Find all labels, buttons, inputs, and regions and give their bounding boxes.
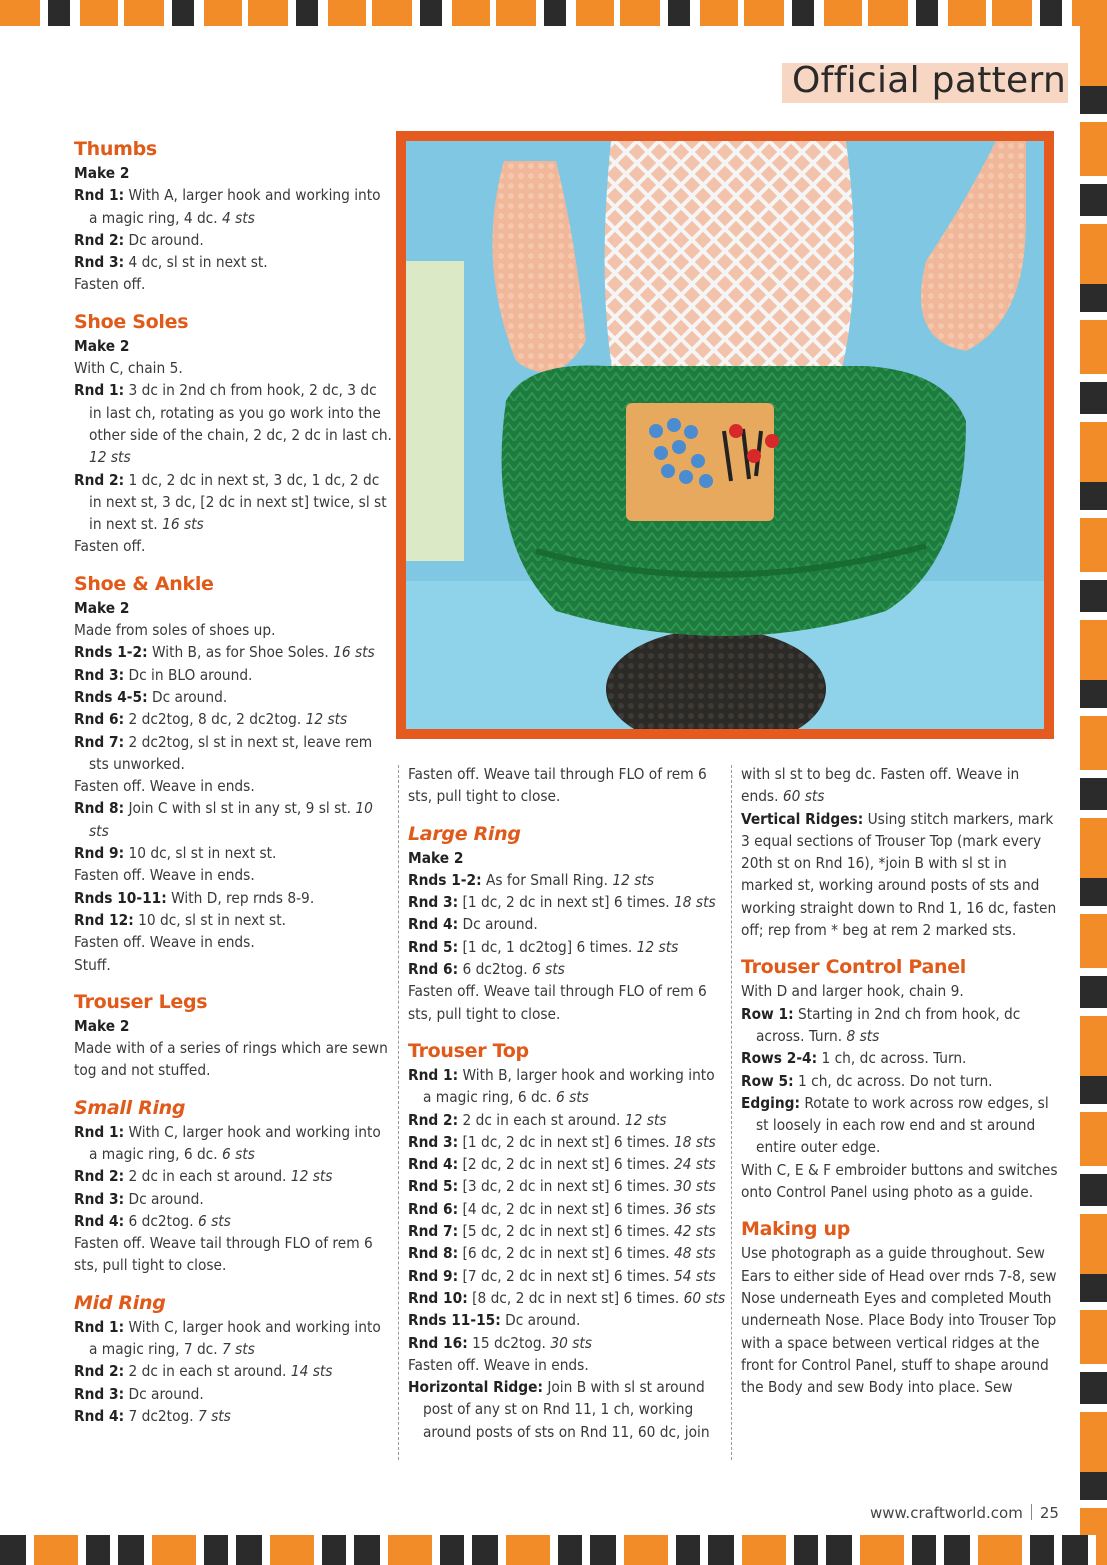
instruction-list: [741, 980, 1061, 1203]
instruction-body: [4 dc, 2 dc in next st] 6 times.: [458, 1199, 675, 1218]
stitch-count: 18 sts: [674, 1132, 716, 1151]
instruction-line: [74, 641, 392, 663]
instruction-body: Fasten off. Weave tail through FLO of rem 6 sts, pull tight to close.: [408, 982, 707, 1023]
instruction-body: With D, rep rnds 8-9.: [166, 888, 315, 907]
instruction-body: Dc around.: [124, 1384, 204, 1403]
instruction-line: [74, 931, 392, 953]
instruction-body: 4 dc, sl st in next st.: [124, 253, 268, 272]
stitch-count: 12 sts: [624, 1110, 667, 1129]
instruction-body: Dc around.: [147, 687, 228, 706]
stitch-count: 7 sts: [197, 1406, 231, 1425]
stitch-count: 6 sts: [197, 1211, 231, 1230]
instruction-line: [408, 1153, 726, 1175]
section-heading: Shoe & Ankle: [74, 572, 214, 595]
instruction-line: [74, 1360, 392, 1382]
instruction-line: [408, 1287, 726, 1309]
instruction-key: Rnd 1:: [74, 1122, 125, 1141]
decorative-border-right: [1080, 26, 1107, 1535]
instruction-line: [74, 664, 392, 686]
stitch-count: 60 sts: [782, 787, 825, 806]
instruction-line: [74, 1165, 392, 1187]
instruction-body: 1 dc, 2 dc in next st, 3 dc, 1 dc, 2 dc in next st, 3 dc, [2 dc in next st] twice, sl st in next st.: [89, 470, 387, 534]
instruction-body: [3 dc, 2 dc in next st] 6 times.: [458, 1177, 675, 1196]
instruction-line: [408, 1109, 726, 1131]
instruction-key: Rnd 3:: [408, 893, 459, 912]
instruction-key: Rnds 10-11:: [74, 888, 167, 907]
column-divider: [398, 765, 399, 1460]
instruction-line: [74, 686, 392, 708]
instruction-key: Rnd 2:: [74, 1362, 125, 1381]
instruction-body: Join B with sl st around post of any st on Rnd 11, 1 ch, working around posts of sts on Rnd 11, 60 dc, join: [423, 1378, 710, 1441]
instruction-line: [74, 775, 392, 797]
stitch-count: 36 sts: [674, 1199, 716, 1218]
page-footer: [870, 1504, 1059, 1522]
instruction-line: [741, 1070, 1061, 1092]
instruction-key: Rnd 3:: [408, 1132, 459, 1151]
instruction-body: Fasten off. Weave in ends.: [74, 866, 255, 885]
instruction-body: With B, as for Shoe Soles.: [147, 643, 334, 662]
instruction-line: [74, 1383, 392, 1405]
section-heading: Trouser Top: [408, 1039, 529, 1062]
instruction-body: 2 dc in each st around.: [458, 1110, 625, 1129]
section-large-ring: [408, 821, 726, 1025]
instruction-line: [408, 913, 726, 935]
stitch-count: 6 sts: [556, 1088, 589, 1107]
make-count: Make 2: [74, 1016, 130, 1035]
instruction-line: [408, 869, 726, 891]
instruction-line: [408, 891, 726, 913]
section-heading: Large Ring: [408, 822, 521, 845]
stitch-count: 4 sts: [222, 208, 255, 227]
instruction-key: Rnd 1:: [408, 1065, 459, 1084]
stitch-count: 12 sts: [290, 1167, 333, 1186]
section-heading: Small Ring: [74, 1096, 186, 1119]
instruction-key: Rnd 10:: [408, 1288, 468, 1307]
instruction-body: Dc around.: [458, 915, 538, 934]
instruction-body: With C, E & F embroider buttons and switches onto Control Panel using photo as a guide.: [741, 1160, 1058, 1202]
instruction-body: 2 dc in each st around.: [124, 1362, 291, 1381]
instruction-key: Rnd 1:: [74, 186, 125, 205]
instruction-line: [74, 1037, 392, 1082]
instruction-key: Rnd 5:: [408, 1177, 459, 1196]
instruction-body: [6 dc, 2 dc in next st] 6 times.: [458, 1244, 675, 1263]
instruction-line: [408, 1332, 726, 1354]
instruction-line: [74, 1405, 392, 1427]
instruction-line: [74, 731, 392, 776]
instruction-body: 2 dc2tog, 8 dc, 2 dc2tog.: [124, 710, 306, 729]
instruction-body: Dc around.: [124, 230, 204, 249]
instruction-line: [408, 936, 726, 958]
instruction-line: [74, 887, 392, 909]
instruction-line: [741, 1047, 1061, 1069]
instruction-line: [74, 229, 392, 251]
instruction-body: Using stitch markers, mark 3 equal sections of Trouser Top (mark every 20th st on Rnd 16), *join B with sl st in marked st, working around posts of sts and working straight down to Rnd 1, 16 dc, fasten off; rep from * beg at rem 2 marked sts.: [741, 809, 1057, 940]
instruction-key: Rnd 4:: [74, 1211, 125, 1230]
instruction-line: [408, 1376, 726, 1443]
section-thumbs: [74, 136, 392, 296]
section-small-ring: [74, 1095, 392, 1277]
instruction-body: Made from soles of shoes up.: [74, 621, 276, 640]
instruction-line: [408, 1175, 726, 1197]
instruction-line: [74, 251, 392, 273]
instruction-list: [74, 184, 392, 295]
instruction-line: [74, 273, 392, 295]
instruction-body: 6 dc2tog.: [124, 1211, 198, 1230]
instruction-key: Row 5:: [741, 1071, 794, 1090]
section-making-up: [741, 1216, 1061, 1398]
instruction-key: Rnd 3:: [74, 253, 125, 272]
instruction-key: Rnd 3:: [74, 1384, 125, 1403]
instruction-body: As for Small Ring.: [481, 870, 613, 889]
instruction-line: [408, 980, 726, 1025]
instruction-list: [74, 357, 392, 558]
instruction-body: Dc around.: [500, 1311, 581, 1330]
stitch-count: 7 sts: [222, 1340, 255, 1359]
instruction-body: Dc in BLO around.: [124, 665, 253, 684]
continued-body: with sl st to beg dc. Fasten off. Weave in ends.: [741, 765, 1020, 806]
instruction-body: Fasten off. Weave in ends.: [408, 1355, 589, 1374]
instruction-body: With C, chain 5.: [74, 359, 183, 378]
footer-divider: [1031, 1504, 1032, 1520]
section-trouser-legs: [74, 989, 392, 1082]
instruction-body: With C, larger hook and working into a magic ring, 7 dc.: [89, 1317, 381, 1359]
instruction-body: Rotate to work across row edges, sl st loosely in each row end and st around entire outer edge.: [756, 1093, 1049, 1157]
stitch-count: 54 sts: [674, 1266, 716, 1285]
instruction-line: [408, 1265, 726, 1287]
section-control-panel: [741, 954, 1061, 1203]
instruction-line: [74, 1188, 392, 1210]
instruction-key: Horizontal Ridge:: [408, 1378, 543, 1397]
instruction-body: Stuff.: [74, 955, 111, 974]
instruction-body: 10 dc, sl st in next st.: [133, 910, 286, 929]
instruction-body: [8 dc, 2 dc in next st] 6 times.: [467, 1288, 684, 1307]
section-heading: Trouser Control Panel: [741, 956, 967, 979]
section-trouser-top: [408, 1038, 726, 1443]
instruction-key: Rnd 1:: [74, 381, 125, 400]
instruction-body: [2 dc, 2 dc in next st] 6 times.: [458, 1155, 675, 1174]
instruction-list: [74, 1316, 392, 1427]
instruction-line: [408, 1242, 726, 1264]
stitch-count: 14 sts: [290, 1362, 333, 1381]
instruction-key: Rnds 1-2:: [74, 643, 148, 662]
instruction-body: Fasten off.: [74, 275, 146, 294]
instruction-list: [408, 1064, 726, 1443]
instruction-body: Fasten off. Weave in ends.: [74, 933, 255, 952]
instruction-body: 7 dc2tog.: [124, 1406, 198, 1425]
stitch-count: 6 sts: [531, 960, 565, 979]
instruction-body: Fasten off. Weave tail through FLO of rem 6 sts, pull tight to close.: [74, 1234, 373, 1275]
decorative-border-bottom: [0, 1535, 1107, 1565]
instruction-line: [74, 357, 392, 379]
instruction-key: Rnd 16:: [408, 1333, 468, 1352]
instruction-key: Vertical Ridges:: [741, 809, 864, 828]
instruction-line: [74, 954, 392, 976]
column-3: [741, 763, 1061, 1411]
instruction-line: [74, 1232, 392, 1277]
instruction-line: [741, 1003, 1061, 1048]
instruction-key: Rnd 5:: [408, 937, 459, 956]
stitch-count: 16 sts: [333, 643, 375, 662]
instruction-line: [74, 842, 392, 864]
instruction-key: Edging:: [741, 1093, 800, 1112]
make-count: Make 2: [74, 164, 130, 182]
instruction-body: Starting in 2nd ch from hook, dc across. Turn.: [756, 1004, 1021, 1045]
instruction-line: [74, 1121, 392, 1166]
section-heading: Thumbs: [74, 138, 157, 160]
instruction-key: Rnd 7:: [74, 732, 125, 751]
stitch-count: 24 sts: [674, 1155, 716, 1174]
instruction-list: [74, 1037, 392, 1082]
instruction-line: [74, 535, 392, 557]
column-divider: [731, 765, 732, 1460]
vertical-ridges-text: [741, 808, 1061, 942]
instruction-line: [74, 708, 392, 730]
instruction-body: 1 ch, dc across. Turn.: [817, 1049, 967, 1068]
instruction-body: 2 dc2tog, sl st in next st, leave rem sts unworked.: [89, 732, 373, 773]
section-continued: [408, 763, 726, 808]
instruction-key: Rnd 4:: [408, 915, 459, 934]
stitch-count: 12 sts: [305, 710, 348, 729]
instruction-key: Rnd 8:: [408, 1244, 459, 1263]
stitch-count: 12 sts: [89, 448, 131, 467]
instruction-line: [74, 1316, 392, 1361]
instruction-key: Rnd 8:: [74, 799, 125, 818]
instruction-line: [741, 1159, 1061, 1204]
instruction-line: [74, 619, 392, 641]
make-count: Make 2: [74, 336, 130, 355]
stitch-count: 16 sts: [162, 515, 204, 534]
instruction-key: Rnds 4-5:: [74, 687, 148, 706]
instruction-key: Rnd 9:: [74, 844, 125, 863]
instruction-list: [74, 619, 392, 976]
instruction-line: [408, 958, 726, 980]
instruction-key: Rnd 3:: [74, 1189, 125, 1208]
stitch-count: 30 sts: [550, 1333, 592, 1352]
instruction-body: Join C with sl st in any st, 9 sl st.: [124, 799, 356, 818]
instruction-body: Fasten off.: [74, 537, 146, 556]
stitch-count: 60 sts: [683, 1288, 726, 1307]
instruction-body: 1 ch, dc across. Do not turn.: [793, 1071, 993, 1090]
decorative-border-top: [0, 0, 1107, 26]
instruction-line: [408, 1198, 726, 1220]
instruction-body: Fasten off. Weave in ends.: [74, 777, 255, 796]
instruction-body: 6 dc2tog.: [458, 960, 532, 979]
instruction-list: [408, 869, 726, 1025]
crochet-doll-image: [406, 141, 1044, 729]
instruction-body: [7 dc, 2 dc in next st] 6 times.: [458, 1266, 675, 1285]
instruction-body: [1 dc, 2 dc in next st] 6 times.: [458, 1132, 675, 1151]
instruction-key: Row 1:: [741, 1004, 794, 1023]
instruction-key: Rnd 9:: [408, 1266, 459, 1285]
instruction-key: Rnd 6:: [408, 960, 459, 979]
instruction-line: [74, 184, 392, 229]
instruction-line: [741, 980, 1061, 1002]
instruction-body: [1 dc, 1 dc2tog] 6 times.: [458, 937, 637, 956]
make-count: Make 2: [408, 848, 464, 867]
instruction-line: [74, 909, 392, 931]
section-shoe-soles: [74, 309, 392, 558]
stitch-count: 10 sts: [89, 799, 373, 840]
section-heading: Making up: [741, 1218, 851, 1241]
page-number: 25: [1039, 1504, 1059, 1522]
instruction-key: Rnds 11-15:: [408, 1311, 501, 1330]
stitch-count: 12 sts: [636, 937, 679, 956]
column-1: [74, 136, 392, 1440]
continued-text: Fasten off. Weave tail through FLO of rem 6 sts, pull tight to close.: [408, 765, 707, 806]
instruction-line: [741, 1092, 1061, 1159]
footer-url: www.craftworld.com: [870, 1504, 1023, 1522]
instruction-body: Dc around.: [124, 1189, 204, 1208]
stitch-count: 8 sts: [846, 1026, 880, 1045]
stitch-count: 12 sts: [612, 870, 655, 889]
continued-text: [741, 763, 1061, 808]
crochet-photo: [406, 141, 1044, 729]
instruction-line: [408, 1131, 726, 1153]
instruction-key: Rnd 4:: [408, 1155, 459, 1174]
section-shoe-ankle: [74, 571, 392, 976]
instruction-body: [1 dc, 2 dc in next st] 6 times.: [458, 893, 675, 912]
instruction-line: [74, 864, 392, 886]
section-heading: Trouser Legs: [74, 990, 208, 1013]
instruction-key: Rnds 1-2:: [408, 870, 482, 889]
instruction-key: Rnd 3:: [74, 665, 125, 684]
instruction-key: Rnd 12:: [74, 910, 134, 929]
instruction-line: [74, 469, 392, 536]
make-count: Make 2: [74, 598, 130, 617]
instruction-key: Rnd 6:: [408, 1199, 459, 1218]
instruction-key: Rnd 2:: [74, 1167, 125, 1186]
section-heading: Mid Ring: [74, 1291, 166, 1314]
instruction-line: [408, 1354, 726, 1376]
instruction-body: With B, larger hook and working into a magic ring, 6 dc.: [423, 1065, 715, 1107]
instruction-key: Rnd 4:: [74, 1406, 125, 1425]
instruction-key: Rnd 2:: [74, 470, 125, 489]
instruction-key: Rnd 2:: [74, 230, 125, 249]
instruction-key: Rnd 6:: [74, 710, 125, 729]
instruction-line: [74, 1210, 392, 1232]
instruction-body: With A, larger hook and working into a magic ring, 4 dc.: [89, 186, 381, 227]
stitch-count: 30 sts: [674, 1177, 716, 1196]
section-heading: Shoe Soles: [74, 310, 189, 333]
section-mid-ring: [74, 1290, 392, 1427]
instruction-line: [74, 797, 392, 842]
column-2: [408, 763, 726, 1456]
instruction-body: Made with of a series of rings which are sewn tog and not stuffed.: [74, 1039, 388, 1080]
instruction-body: 15 dc2tog.: [467, 1333, 551, 1352]
stitch-count: 48 sts: [674, 1244, 716, 1263]
instruction-body: With C, larger hook and working into a magic ring, 6 dc.: [89, 1122, 381, 1163]
stitch-count: 18 sts: [674, 893, 716, 912]
instruction-line: [408, 1220, 726, 1242]
stitch-count: 42 sts: [674, 1222, 716, 1241]
page-title: Official pattern: [792, 60, 1067, 101]
instruction-key: Rows 2-4:: [741, 1049, 818, 1068]
making-up-text: Use photograph as a guide throughout. Sew Ears to either side of Head over rnds 7-8, sew Nose underneath Eyes and completed Mouth underneath Nose. Place Body into Trouser Top with a space between vertical ridges at the front for Control Panel, stuff to shape around the Body and sew Body into place. Sew: [741, 1244, 1057, 1397]
instruction-body: 3 dc in 2nd ch from hook, 2 dc, 3 dc in last ch, rotating as you go work into the other side of the chain, 2 dc, 2 dc in last ch.: [89, 381, 392, 444]
instruction-key: Rnd 2:: [408, 1110, 459, 1129]
instruction-line: [74, 379, 392, 468]
instruction-body: With D and larger hook, chain 9.: [741, 982, 964, 1001]
instruction-body: 2 dc in each st around.: [124, 1167, 291, 1186]
instruction-key: Rnd 7:: [408, 1222, 459, 1241]
instruction-list: [74, 1121, 392, 1277]
instruction-line: [408, 1064, 726, 1109]
instruction-body: [5 dc, 2 dc in next st] 6 times.: [458, 1222, 675, 1241]
instruction-line: [408, 1309, 726, 1331]
instruction-body: 10 dc, sl st in next st.: [124, 844, 277, 863]
stitch-count: 6 sts: [222, 1144, 255, 1163]
instruction-key: Rnd 1:: [74, 1317, 125, 1336]
